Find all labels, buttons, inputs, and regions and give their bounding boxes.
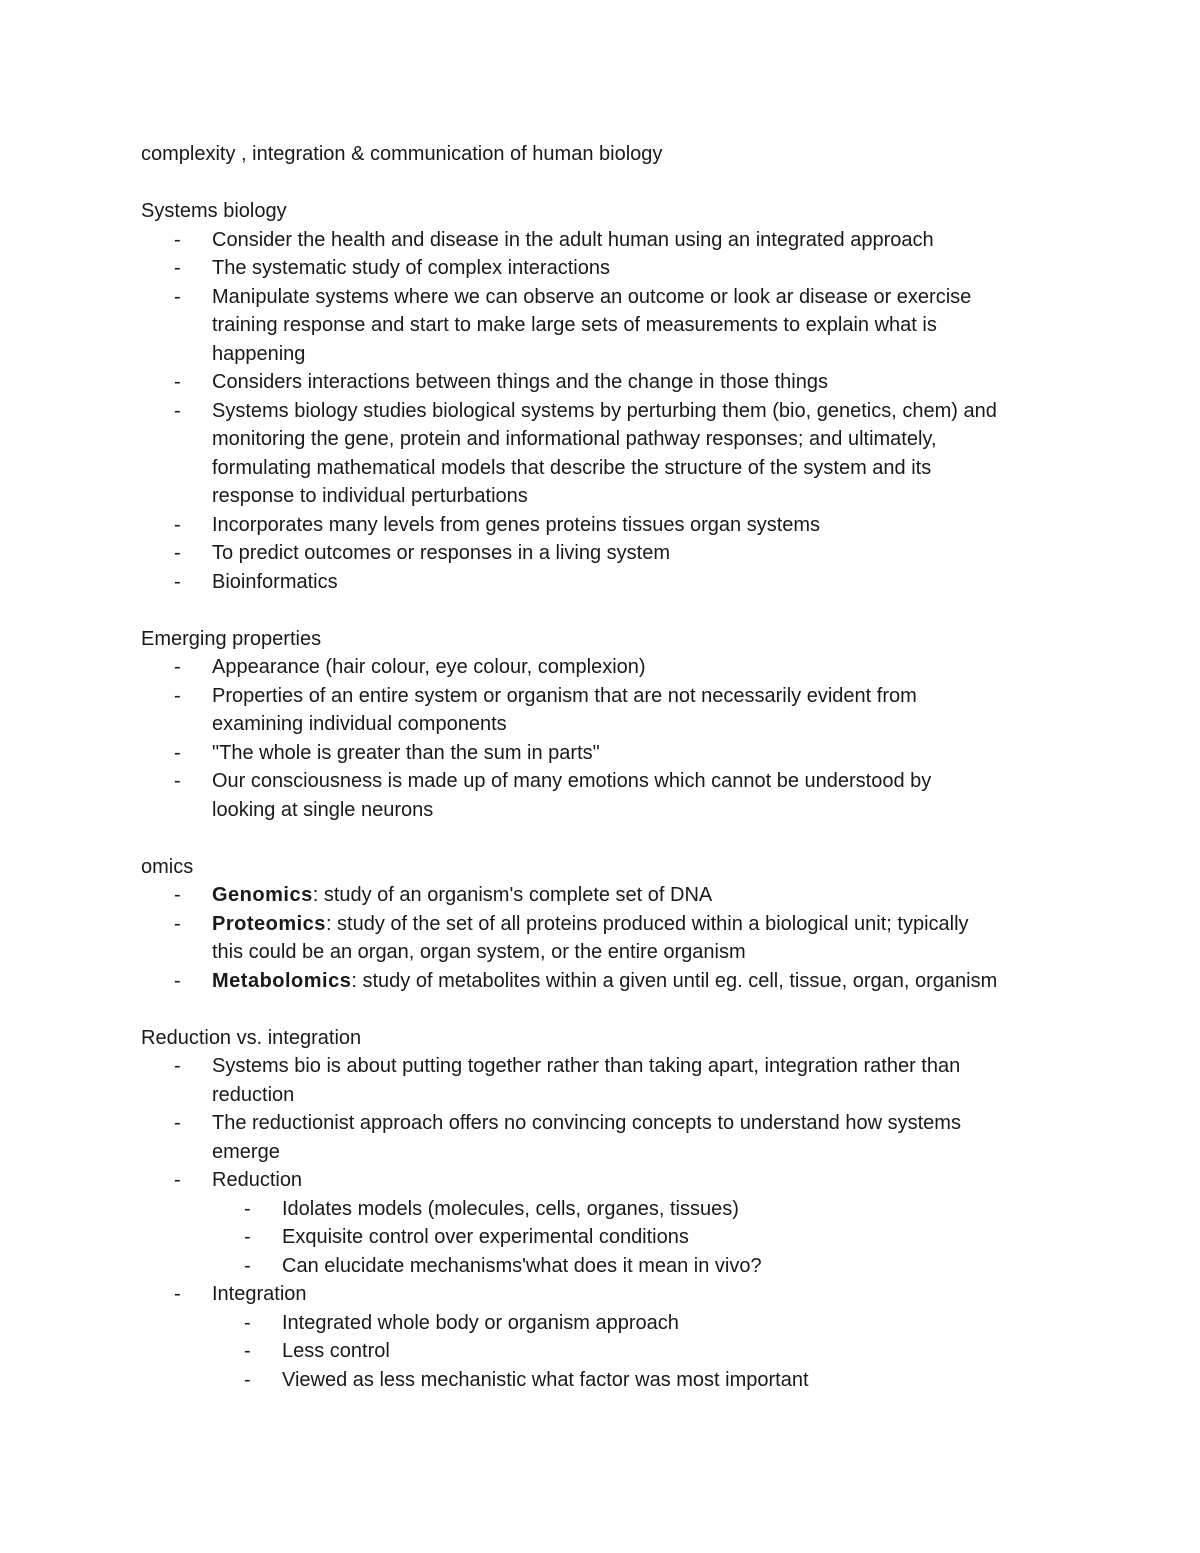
list-item-text [212, 568, 1081, 597]
bullet-dash: - [174, 1112, 181, 1134]
term-label: Metabolomics [212, 969, 352, 992]
list-item-line [212, 881, 1081, 910]
list-item-line: examining individual components [212, 713, 507, 735]
list-item-line: To predict outcomes or responses in a living system [212, 542, 670, 564]
list-item-line: Integration [212, 1283, 307, 1305]
list-item-text [282, 1309, 1081, 1338]
bullet-dash: - [244, 1340, 251, 1362]
bullet-dash: - [174, 1055, 181, 1077]
list-item-line: Properties of an entire system or organism that are not necessarily evident from [212, 684, 917, 707]
list-item-line: emerge [212, 1140, 280, 1163]
list-item-text [212, 1280, 1081, 1309]
bullet-dash: - [174, 228, 181, 251]
list-item [141, 511, 1081, 540]
list-item [141, 368, 1081, 397]
spacer [141, 596, 1081, 625]
bullet-dash: - [174, 542, 181, 564]
bullet-dash: - [174, 399, 181, 422]
list-item [141, 682, 1081, 739]
list-item [141, 1109, 1081, 1166]
list-item-line: Viewed as less mechanistic what factor was most important [282, 1368, 809, 1391]
list-item [141, 397, 1081, 511]
list-item-text [212, 767, 1081, 824]
list-item-line: The reductionist approach offers no convincing concepts to understand how systems [212, 1112, 961, 1134]
bullet-dash: - [174, 656, 181, 678]
list-item-text [212, 511, 1081, 540]
list-item-line: monitoring the gene, protein and informational pathway responses; and ultimately, [212, 428, 937, 450]
bullet-dash: - [174, 1283, 181, 1305]
list-item-text [212, 539, 1081, 568]
bullet-dash: - [174, 770, 181, 792]
list-item-text [212, 1109, 1081, 1166]
list-item [141, 254, 1081, 283]
list-item-text [282, 1366, 1081, 1395]
list-item-text [212, 881, 1081, 910]
list-item [141, 1309, 1081, 1338]
term-definition: : study of an organism's complete set of DNA [312, 884, 713, 906]
list-item-line: Systems biology studies biological systems by perturbing them (bio, genetics, chem) and [212, 399, 997, 422]
bullet-dash: - [174, 570, 181, 593]
term-label: Genomics [212, 884, 313, 906]
bullet-dash: - [244, 1226, 251, 1248]
list-item-line [212, 967, 1081, 996]
bullet-dash: - [174, 257, 181, 279]
bullet-dash: - [174, 884, 181, 906]
list-item-line: Manipulate systems where we can observe an outcome or look ar disease or exercise [212, 285, 972, 308]
list-item-line: Reduction [212, 1169, 303, 1191]
list-item-line: "The whole is greater than the sum in parts" [212, 741, 600, 764]
bullet-dash: - [174, 285, 181, 308]
list-item-line: Systems bio is about putting together rather than taking apart, integration rather than [212, 1055, 961, 1077]
list-item [141, 1166, 1081, 1195]
list-item-line: Considers interactions between things and the change in those things [212, 371, 828, 393]
list-item-line: Less control [282, 1340, 390, 1362]
document-title: complexity , integration & communication of human biology [141, 143, 663, 165]
list-item-text [282, 1195, 1081, 1224]
list-item [141, 767, 1081, 824]
bullet-dash: - [244, 1197, 251, 1220]
list-item [141, 739, 1081, 768]
list-item-line: Our consciousness is made up of many emotions which cannot be understood by [212, 770, 932, 792]
list-item-text [212, 397, 1081, 511]
list-item [141, 1280, 1081, 1309]
list-item-line: this could be an organ, organ system, or the entire organism [212, 941, 746, 963]
list-item-line: The systematic study of complex interactions [212, 257, 610, 279]
list-item-line [212, 910, 1081, 939]
bullet-dash: - [174, 741, 181, 764]
list-item [141, 226, 1081, 255]
list-item-line: formulating mathematical models that describe the structure of the system and its [212, 456, 932, 479]
list-item [141, 653, 1081, 682]
list-item [141, 1052, 1081, 1109]
list-item-text [212, 967, 1081, 996]
list-item-line: Appearance (hair colour, eye colour, complexion) [212, 656, 646, 678]
bullet-dash: - [244, 1254, 251, 1277]
term-definition: : study of metabolites within a given until eg. cell, tissue, organ, organism [351, 969, 998, 992]
bullet-dash: - [174, 912, 181, 935]
list-item [141, 539, 1081, 568]
section-heading: omics [141, 855, 194, 878]
list-item [141, 1223, 1081, 1252]
list-item-text [212, 254, 1081, 283]
term-label: Proteomics [212, 912, 326, 935]
term-definition: : study of the set of all proteins produced within a biological unit; typically [325, 912, 969, 935]
document-content [141, 140, 1081, 1394]
list-item [141, 910, 1081, 967]
list-item-line: Integrated whole body or organism approach [282, 1311, 679, 1334]
list-item-text [212, 1166, 1081, 1195]
bullet-dash: - [174, 1169, 181, 1191]
list-item-text [212, 910, 1081, 967]
bullet-dash: - [174, 513, 181, 536]
list-item-text [282, 1337, 1081, 1366]
list-item [141, 1337, 1081, 1366]
list-item [141, 283, 1081, 369]
bullet-dash: - [174, 684, 181, 707]
spacer [141, 824, 1081, 853]
list-item-text [212, 1052, 1081, 1109]
bullet-dash: - [174, 371, 181, 393]
list-item-text [282, 1223, 1081, 1252]
list-item-line: Can elucidate mechanisms'what does it mean in vivo? [282, 1254, 762, 1277]
section-heading: Systems biology [141, 200, 287, 222]
bullet-dash: - [244, 1368, 251, 1391]
list-item [141, 1366, 1081, 1395]
list-item-line: Exquisite control over experimental conditions [282, 1226, 689, 1248]
list-item-line: Bioinformatics [212, 570, 338, 593]
list-item-line: Consider the health and disease in the adult human using an integrated approach [212, 228, 934, 251]
list-item-text [212, 682, 1081, 739]
list-item-text [282, 1252, 1081, 1281]
list-item [141, 881, 1081, 910]
section-heading: Reduction vs. integration [141, 1026, 362, 1049]
list-item-text [212, 226, 1081, 255]
list-item-text [212, 653, 1081, 682]
list-item-line: looking at single neurons [212, 798, 434, 821]
list-item-line: happening [212, 342, 306, 365]
list-item [141, 967, 1081, 996]
list-item-line: reduction [212, 1083, 295, 1106]
spacer [141, 995, 1081, 1024]
spacer [141, 169, 1081, 198]
list-item-line: Idolates models (molecules, cells, organes, tissues) [282, 1197, 739, 1220]
list-item-line: training response and start to make large sets of measurements to explain what is [212, 314, 937, 336]
bullet-dash: - [244, 1311, 251, 1334]
list-item [141, 1252, 1081, 1281]
list-item-text [212, 739, 1081, 768]
section-heading: Emerging properties [141, 627, 322, 650]
list-item-line: response to individual perturbations [212, 485, 528, 507]
list-item-text [212, 368, 1081, 397]
list-item [141, 1195, 1081, 1224]
list-item-text [212, 283, 1081, 369]
list-item-line: Incorporates many levels from genes proteins tissues organ systems [212, 513, 821, 536]
list-item [141, 568, 1081, 597]
bullet-dash: - [174, 969, 181, 992]
